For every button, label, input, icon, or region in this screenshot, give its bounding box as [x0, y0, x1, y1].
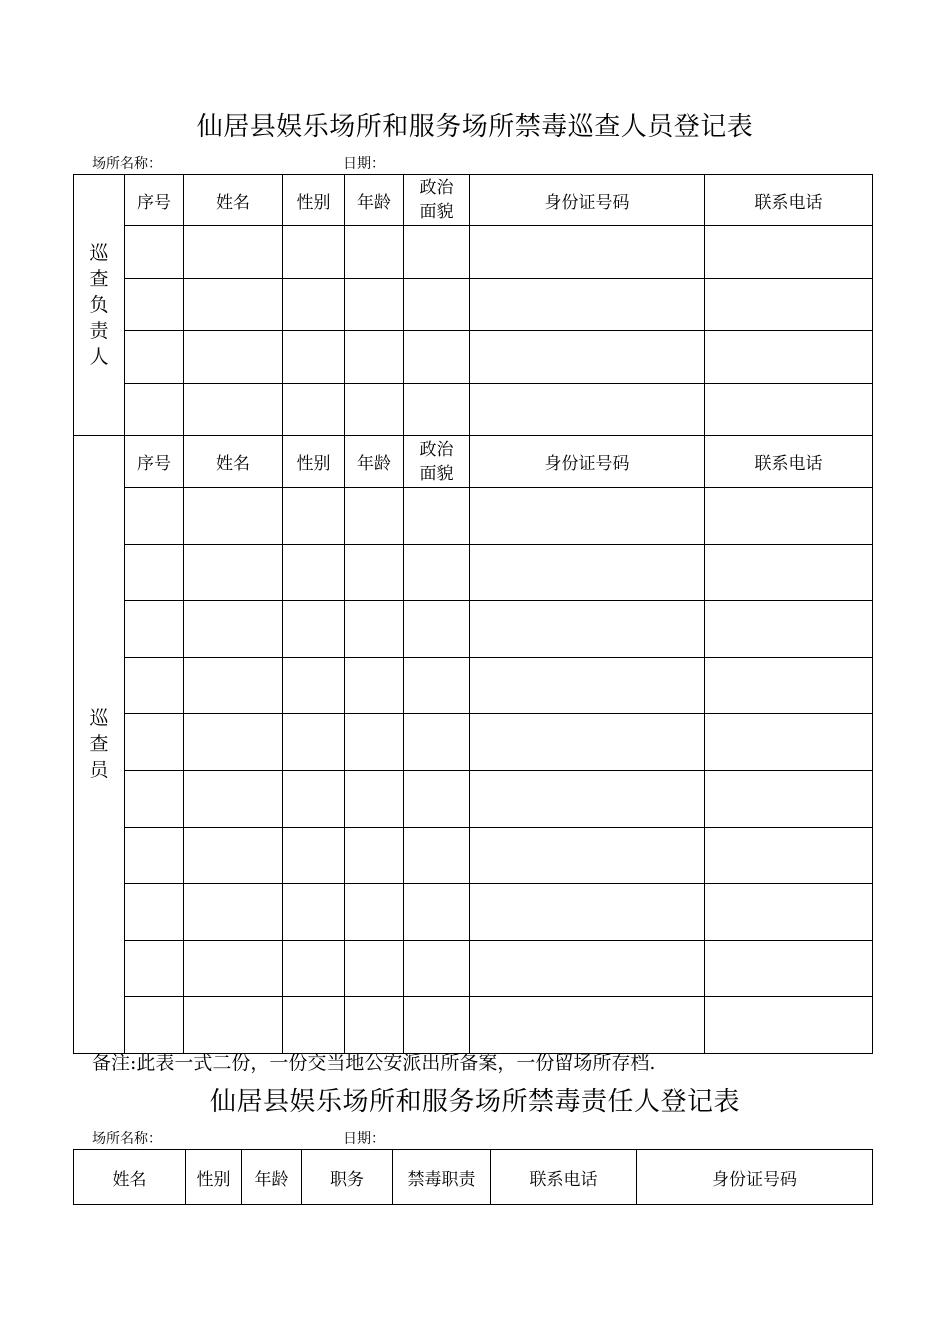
header-cell: 身份证号码	[470, 436, 705, 488]
table-row	[74, 997, 873, 1054]
header-cell: 年龄	[242, 1150, 302, 1205]
entry-cell[interactable]	[283, 884, 345, 941]
entry-cell[interactable]	[184, 331, 283, 384]
header-cell	[404, 436, 470, 488]
header-cell	[404, 175, 470, 226]
header-cell: 姓名	[184, 436, 283, 488]
header-cell: 联系电话	[705, 436, 873, 488]
entry-cell[interactable]	[125, 383, 184, 436]
entry-cell[interactable]	[705, 383, 873, 436]
entry-cell[interactable]	[125, 714, 184, 771]
entry-cell[interactable]	[470, 383, 705, 436]
entry-cell[interactable]	[404, 544, 470, 601]
responsible-person-table	[73, 1149, 873, 1205]
header-row	[74, 436, 873, 488]
table-row	[74, 940, 873, 997]
entry-cell[interactable]	[470, 488, 705, 545]
entry-cell[interactable]	[470, 997, 705, 1054]
entry-cell[interactable]	[125, 278, 184, 331]
entry-cell[interactable]	[345, 884, 404, 941]
entry-cell[interactable]	[184, 997, 283, 1054]
entry-cell[interactable]	[404, 997, 470, 1054]
entry-cell[interactable]	[345, 997, 404, 1054]
entry-cell[interactable]	[470, 770, 705, 827]
entry-cell[interactable]	[705, 940, 873, 997]
entry-cell[interactable]	[705, 657, 873, 714]
entry-cell[interactable]	[345, 383, 404, 436]
header-text: 政治面貌	[419, 178, 454, 222]
entry-cell[interactable]	[184, 226, 283, 279]
entry-cell[interactable]	[125, 657, 184, 714]
entry-cell[interactable]	[184, 884, 283, 941]
entry-cell[interactable]	[184, 544, 283, 601]
entry-cell[interactable]	[184, 488, 283, 545]
section-patrol-member	[74, 436, 873, 1054]
entry-cell[interactable]	[184, 827, 283, 884]
header-cell: 身份证号码	[637, 1150, 873, 1205]
entry-cell[interactable]	[283, 940, 345, 997]
entry-cell[interactable]	[184, 657, 283, 714]
entry-cell[interactable]	[705, 226, 873, 279]
entry-cell[interactable]	[404, 278, 470, 331]
entry-cell[interactable]	[404, 601, 470, 658]
entry-cell[interactable]	[125, 544, 184, 601]
entry-cell[interactable]	[283, 544, 345, 601]
entry-cell[interactable]	[470, 278, 705, 331]
table-row	[74, 226, 873, 279]
entry-cell[interactable]	[705, 827, 873, 884]
entry-cell[interactable]	[404, 488, 470, 545]
entry-cell[interactable]	[184, 770, 283, 827]
entry-cell[interactable]	[283, 278, 345, 331]
entry-cell[interactable]	[404, 714, 470, 771]
header-text: 政治面貌	[419, 439, 454, 484]
entry-cell[interactable]	[283, 383, 345, 436]
entry-cell[interactable]	[470, 226, 705, 279]
entry-cell[interactable]	[125, 488, 184, 545]
entry-cell[interactable]	[470, 884, 705, 941]
table-row	[74, 331, 873, 384]
form2-date-label: 日期：	[343, 1131, 385, 1147]
entry-cell[interactable]	[345, 226, 404, 279]
table-row	[74, 278, 873, 331]
entry-cell[interactable]	[345, 278, 404, 331]
section-patrol-leader	[74, 175, 873, 436]
entry-cell[interactable]	[283, 827, 345, 884]
entry-cell[interactable]	[705, 884, 873, 941]
entry-cell[interactable]	[404, 226, 470, 279]
entry-cell[interactable]	[345, 827, 404, 884]
section-label-cell	[74, 175, 125, 436]
entry-cell[interactable]	[283, 226, 345, 279]
header-cell: 禁毒职责	[393, 1150, 491, 1205]
entry-cell[interactable]	[404, 331, 470, 384]
header-cell: 性别	[186, 1150, 242, 1205]
entry-cell[interactable]	[184, 383, 283, 436]
entry-cell[interactable]	[470, 827, 705, 884]
entry-cell[interactable]	[705, 488, 873, 545]
entry-cell[interactable]	[705, 601, 873, 658]
entry-cell[interactable]	[705, 714, 873, 771]
section-label: 巡查员	[89, 707, 109, 782]
header-cell: 身份证号码	[470, 175, 705, 226]
entry-cell[interactable]	[184, 278, 283, 331]
entry-cell[interactable]	[345, 940, 404, 997]
entry-cell[interactable]	[345, 770, 404, 827]
entry-cell[interactable]	[125, 331, 184, 384]
table-row	[74, 488, 873, 545]
form2-venue-label: 场所名称：	[92, 1131, 162, 1147]
entry-cell[interactable]	[404, 770, 470, 827]
table-row	[74, 601, 873, 658]
entry-cell[interactable]	[404, 827, 470, 884]
form1-title: 仙居县娱乐场所和服务场所禁毒巡查人员登记表	[196, 112, 754, 142]
entry-cell[interactable]	[125, 770, 184, 827]
entry-cell[interactable]	[125, 601, 184, 658]
entry-cell[interactable]	[470, 601, 705, 658]
form1-venue-label: 场所名称：	[92, 156, 162, 172]
table-row	[74, 383, 873, 436]
entry-cell[interactable]	[283, 997, 345, 1054]
entry-cell[interactable]	[125, 226, 184, 279]
form2-title: 仙居县娱乐场所和服务场所禁毒责任人登记表	[209, 1087, 740, 1117]
entry-cell[interactable]	[283, 770, 345, 827]
entry-cell[interactable]	[345, 714, 404, 771]
entry-cell[interactable]	[125, 940, 184, 997]
entry-cell[interactable]	[470, 331, 705, 384]
entry-cell[interactable]	[184, 714, 283, 771]
entry-cell[interactable]	[470, 940, 705, 997]
entry-cell[interactable]	[470, 657, 705, 714]
header-cell: 联系电话	[705, 175, 873, 226]
entry-cell[interactable]	[470, 714, 705, 771]
entry-cell[interactable]	[283, 488, 345, 545]
form1-note: 备注:此表一式二份，一份交当地公安派出所备案，一份留场所存档.	[92, 1052, 656, 1074]
entry-cell[interactable]	[184, 940, 283, 997]
entry-cell[interactable]	[345, 544, 404, 601]
table-row	[74, 884, 873, 941]
header-cell: 序号	[125, 436, 184, 488]
entry-cell[interactable]	[404, 383, 470, 436]
entry-cell[interactable]	[345, 331, 404, 384]
header-cell: 年龄	[345, 436, 404, 488]
table-row	[74, 544, 873, 601]
entry-cell[interactable]	[125, 997, 184, 1054]
entry-cell[interactable]	[125, 884, 184, 941]
table-row	[74, 714, 873, 771]
entry-cell[interactable]	[345, 601, 404, 658]
header-cell: 序号	[125, 175, 184, 226]
header-cell: 联系电话	[491, 1150, 637, 1205]
entry-cell[interactable]	[705, 331, 873, 384]
header-row	[74, 1150, 873, 1205]
header-cell: 性别	[283, 175, 345, 226]
table-row	[74, 770, 873, 827]
form1-date-label: 日期：	[343, 156, 385, 172]
entry-cell[interactable]	[705, 770, 873, 827]
section-label-cell	[74, 436, 125, 1054]
entry-cell[interactable]	[705, 997, 873, 1054]
entry-cell[interactable]	[470, 544, 705, 601]
patrol-staff-table	[73, 174, 873, 1054]
entry-cell[interactable]	[705, 278, 873, 331]
entry-cell[interactable]	[345, 488, 404, 545]
entry-cell[interactable]	[125, 827, 184, 884]
entry-cell[interactable]	[283, 714, 345, 771]
header-cell: 年龄	[345, 175, 404, 226]
entry-cell[interactable]	[184, 601, 283, 658]
entry-cell[interactable]	[705, 544, 873, 601]
header-cell: 职务	[302, 1150, 393, 1205]
entry-cell[interactable]	[283, 331, 345, 384]
entry-cell[interactable]	[404, 657, 470, 714]
entry-cell[interactable]	[283, 657, 345, 714]
entry-cell[interactable]	[404, 940, 470, 997]
entry-cell[interactable]	[404, 884, 470, 941]
section-label: 巡查负责人	[89, 242, 109, 368]
header-cell: 姓名	[184, 175, 283, 226]
header-row	[74, 175, 873, 226]
table-row	[74, 827, 873, 884]
entry-cell[interactable]	[345, 657, 404, 714]
table-row	[74, 657, 873, 714]
entry-cell[interactable]	[283, 601, 345, 658]
header-cell: 姓名	[74, 1150, 186, 1205]
header-cell: 性别	[283, 436, 345, 488]
